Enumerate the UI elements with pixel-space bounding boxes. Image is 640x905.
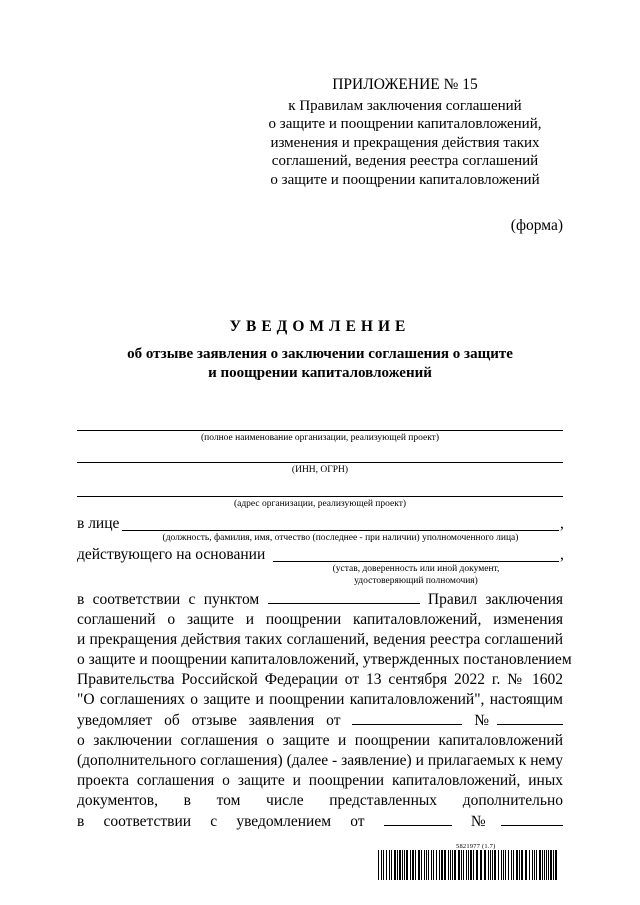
address-caption: (адрес организации, реализующей проект) [233,499,407,509]
appendix-line: о защите и поощрении капиталовложений, [268,116,542,133]
person-comma: , [560,515,564,532]
body-line: о заключении соглашения о защите и поощрении капиталовложений [77,732,563,749]
clause-number-field[interactable] [268,589,420,604]
inn-caption: (ИНН, ОГРН) [291,465,349,475]
org-name-caption: (полное наименование организации, реализующей проект) [200,433,439,443]
inn-field[interactable] [77,462,563,463]
subtitle-line: и поощрении капиталовложений [208,365,432,381]
basis-caption: удостоверяющий полномочия) [354,576,478,586]
application-date-field[interactable] [352,710,462,725]
document-title: УВЕДОМЛЕНИЕ [229,318,411,335]
barcode-icon [378,850,560,880]
number-sign: № [474,712,498,729]
basis-label: действующего на основании [77,546,266,563]
org-name-field[interactable] [77,430,563,431]
body-line: документов, в том числе представленных дополнительно [77,792,563,809]
body-text: уведомляет об отзыве заявления от [77,712,341,729]
body-text: Правительства Российской Федерации от 13 сентября 2022 г. [77,671,501,688]
body-text: Правил заключения [427,591,564,608]
person-label: в лице [77,515,120,532]
body-line: проекта соглашения о защите и поощрении капиталовложений, иных [77,772,563,789]
body-paragraph [77,589,572,832]
application-number-field[interactable] [497,710,563,725]
body-line: "О соглашениях о защите и поощрении капиталовложений", настоящим [77,691,563,708]
appendix-line: к Правилам заключения соглашений [288,97,522,114]
subtitle-line: об отзыве заявления о заключении соглашения о защите [127,346,513,362]
body-line: соглашений о защите и поощрении капиталовложений, изменения [77,611,563,628]
body-text: в соответствии с уведомлением от [77,813,365,830]
basis-comma: , [560,546,564,563]
body-line: и прекращения действия таких соглашений, ведения реестра соглашений [77,631,563,648]
body-line [77,710,563,731]
appendix-line: изменения и прекращения действия таких [270,134,540,151]
appendix-line: соглашений, ведения реестра соглашений [271,153,539,170]
basis-caption: (устав, доверенность или иной документ, [332,564,500,574]
body-line: (дополнительного соглашения) (далее - заявление) и прилагаемых к нему [77,752,563,769]
barcode-number: 5821977 (1.7) [456,843,496,850]
document-subtitle [100,345,540,383]
appendix-heading: ПРИЛОЖЕНИЕ № 15 [332,76,478,93]
body-text: № 1602 [507,671,563,688]
address-field[interactable] [77,496,563,497]
form-mark: (форма) [510,217,563,234]
body-text: в соответствии с пунктом [77,591,260,608]
body-line: о защите и поощрении капиталовложений, утвержденных постановлением [77,651,572,668]
person-caption: (должность, фамилия, имя, отчество (последнее - при наличии) уполномоченного лица) [162,533,519,543]
body-line [77,811,563,832]
appendix-line: о защите и поощрении капиталовложений [270,171,540,188]
notice-number-field[interactable] [501,811,563,826]
body-line [77,670,563,690]
number-sign: № [470,813,502,830]
person-field[interactable] [122,530,559,531]
basis-field[interactable] [273,561,559,562]
appendix-header [250,76,560,190]
notice-date-field[interactable] [384,811,452,826]
body-line [77,589,563,610]
